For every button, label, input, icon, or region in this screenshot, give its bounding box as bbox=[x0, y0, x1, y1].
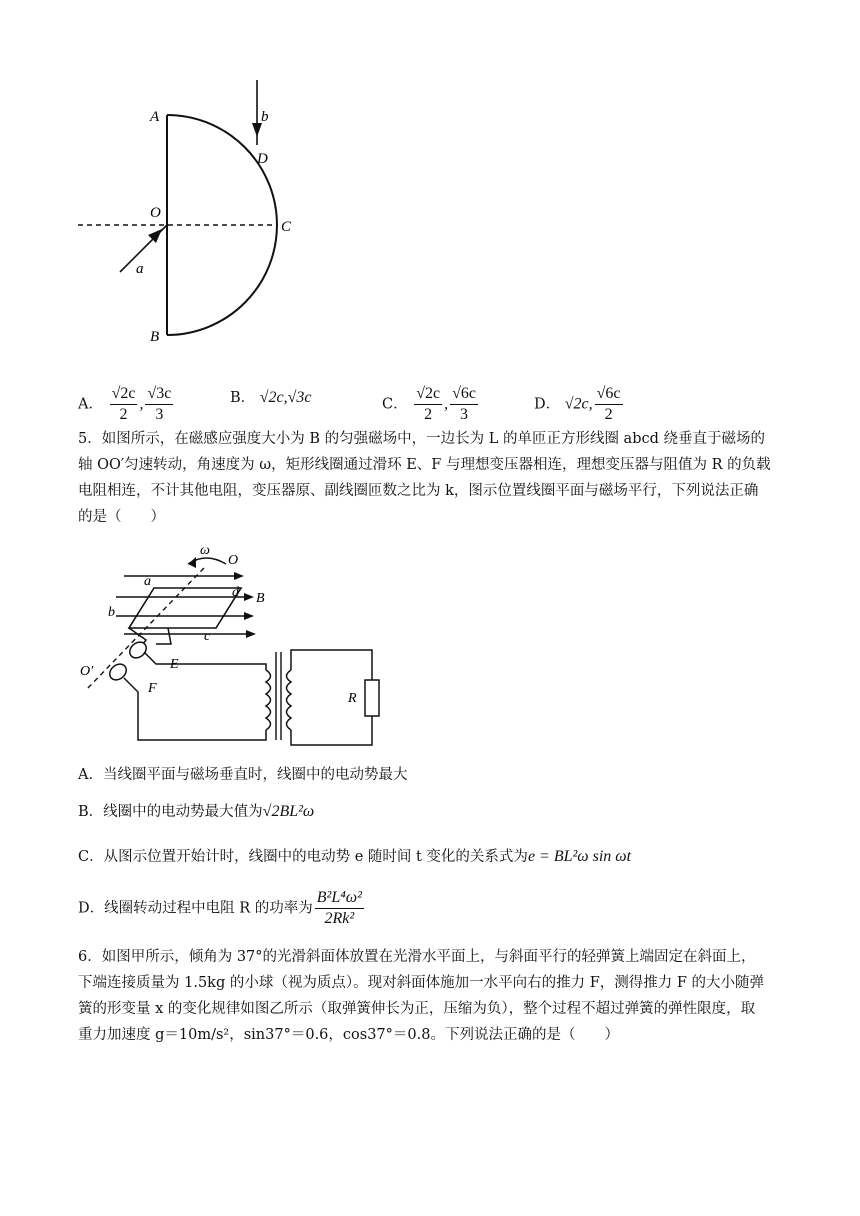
label-E: E bbox=[170, 657, 179, 672]
q5-stem bbox=[78, 426, 784, 530]
q5-line: 的是（ ） bbox=[78, 509, 165, 525]
q5-line: 5．如图所示，在磁感应强度大小为 B 的匀强磁场中，一边长为 L 的单匝正方形线圈 abcd 绕垂直于磁场的 bbox=[78, 431, 765, 447]
label-omega: ω bbox=[200, 543, 210, 558]
label-A: A bbox=[150, 109, 160, 125]
label-a: a bbox=[136, 261, 144, 277]
option-c[interactable]: C． $\frac{√2c}{2}$ , $\frac{√6c}{3}$ bbox=[382, 385, 476, 423]
label-b: b bbox=[108, 605, 115, 620]
q5-line: 轴 OO′匀速转动，角速度为 ω，矩形线圈通过滑环 E、F 与理想变压器相连，理想变压器与阻值为 R 的负载 bbox=[78, 457, 771, 473]
q6-stem bbox=[78, 944, 784, 1048]
label-D: D bbox=[257, 151, 268, 167]
q5-line: 电阻相连，不计其他电阻，变压器原、副线圈匝数之比为 k，图示位置线圈平面与磁场平行，下列说法正确 bbox=[78, 483, 759, 499]
label-b: b bbox=[261, 109, 269, 125]
label-C: C bbox=[281, 219, 292, 235]
label-d: d bbox=[232, 585, 239, 600]
option-b[interactable]: B． √2c,√3c bbox=[230, 389, 312, 406]
label-O: O bbox=[150, 205, 161, 221]
label-O: O bbox=[228, 553, 239, 568]
q5-option-a[interactable]: A．当线圈平面与磁场垂直时，线圈中的电动势最大 bbox=[78, 767, 408, 783]
label-F: F bbox=[148, 681, 157, 696]
q5-option-d[interactable]: D．线圈转动过程中电阻 R 的功率为 $\frac{\text{B²L⁴ω²}}{\text{2Rk²}}$ bbox=[78, 889, 362, 927]
option-d[interactable]: D． √2c, $\frac{√6c}{2}$ bbox=[534, 385, 621, 423]
label-a: a bbox=[144, 574, 151, 589]
q6-line: 重力加速度 g＝10m/s²，sin37°＝0.6，cos37°＝0.8。下列说法正确的是（ ） bbox=[78, 1027, 619, 1043]
q6-line: 下端连接质量为 1.5kg 的小球（视为质点）。现对斜面体施加一水平向右的推力 F，测得推力 F 的大小随弹 bbox=[78, 975, 765, 991]
q6-line: 6．如图甲所示，倾角为 37°的光滑斜面体放置在光滑水平面上，与斜面平行的轻弹簧上端固定在斜面上， bbox=[78, 949, 756, 965]
q5-option-b[interactable]: B．线圈中的电动势最大值为√2BL²ω bbox=[78, 803, 315, 820]
semicircle-figure bbox=[70, 75, 310, 345]
label-c: c bbox=[204, 629, 211, 644]
label-B: B bbox=[150, 329, 160, 345]
q6-line: 簧的形变量 x 的变化规律如图乙所示（取弹簧伸长为正，压缩为负），整个过程不超过弹簧的弹性限度，取 bbox=[78, 1001, 756, 1017]
option-a[interactable]: A． $\frac{√2c}{2}$ , $\frac{√3c}{3}$ bbox=[78, 385, 172, 423]
label-O-prime: O′ bbox=[80, 664, 94, 679]
coil-transformer-figure bbox=[76, 540, 386, 750]
q4-options bbox=[78, 372, 784, 423]
label-R: R bbox=[348, 691, 357, 706]
label-B: B bbox=[256, 591, 265, 606]
q5-option-c[interactable]: C．从图示位置开始计时，线圈中的电动势 e 随时间 t 变化的关系式为e = BL²ω sin ωt bbox=[78, 848, 632, 865]
